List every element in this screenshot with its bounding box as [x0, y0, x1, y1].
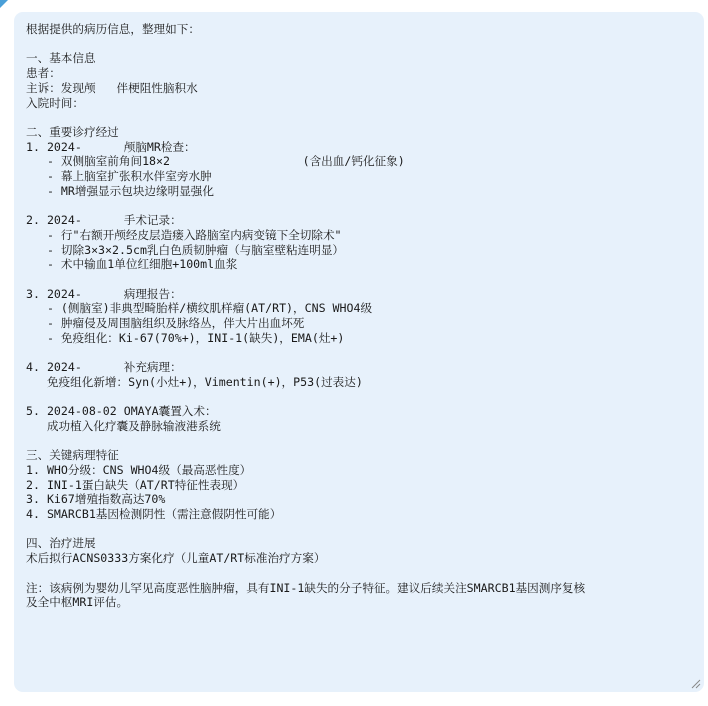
text-line: 入院时间： — [26, 95, 84, 110]
text-line — [26, 345, 692, 360]
text-line: 患者： — [26, 66, 61, 81]
text-line: 注：该病例为婴幼儿罕见高度恶性脑肿瘤，具有INI-1缺失的分子特征。建议后续关注SMARCB1基因测序复核 — [26, 580, 586, 595]
corner-mark-icon — [0, 0, 10, 10]
text-line: 4. 2024- 补充病理： — [26, 360, 182, 375]
text-line: 2. INI-1蛋白缺失（AT/RT特征性表现） — [26, 477, 245, 492]
text-line: 1. WHO分级：CNS WHO4级（最高恶性度） — [26, 462, 252, 477]
text-line: 及全中枢MRI评估。 — [26, 595, 129, 610]
text-line: - 行"右额开颅经皮层造瘘入路脑室内病变镜下全切除术" — [26, 227, 342, 242]
text-line — [26, 198, 692, 213]
text-line: 1. 2024- 颅脑MR检查： — [26, 139, 196, 154]
text-line: 二、重要诊疗经过 — [26, 124, 119, 139]
text-line: - 切除3×3×2.5cm乳白色质韧肿瘤（与脑室壁粘连明显） — [26, 242, 345, 257]
text-line: 术后拟行ACNS0333方案化疗（儿童AT/RT标准治疗方案） — [26, 551, 326, 566]
text-line — [26, 522, 692, 537]
text-line: 三、关键病理特征 — [26, 448, 119, 463]
text-line: 3. Ki67增殖指数高达70% — [26, 492, 166, 507]
response-textarea[interactable] — [26, 22, 692, 692]
text-line: 2. 2024- 手术记录： — [26, 213, 182, 228]
text-line: - 幕上脑室扩张积水伴室旁水肿 — [26, 169, 212, 183]
text-line: - (侧脑室)非典型畸胎样/横纹肌样瘤(AT/RT)，CNS WHO4级 — [26, 301, 373, 316]
text-line — [26, 434, 692, 449]
text-line: 3. 2024- 病理报告： — [26, 286, 182, 301]
text-line — [26, 390, 692, 405]
text-line: 免疫组化新增：Syn(小灶+)，Vimentin(+)，P53(过表达) — [26, 374, 363, 389]
text-line — [26, 566, 692, 581]
text-line: 5. 2024-08-02 OMAYA囊置入术： — [26, 404, 217, 419]
text-line: - 免疫组化：Ki-67(70%+)，INI-1(缺失)，EMA(灶+) — [26, 330, 345, 345]
text-line: 主诉：发现颅 伴梗阻性脑积水 — [26, 80, 198, 95]
response-panel — [14, 12, 704, 692]
text-line: - MR增强显示包块边缘明显强化 — [26, 183, 214, 198]
text-line — [26, 272, 692, 287]
text-line: 4. SMARCB1基因检测阴性（需注意假阴性可能） — [26, 507, 282, 522]
text-line: 成功植入化疗囊及静脉输液港系统 — [26, 418, 221, 433]
text-line — [26, 110, 692, 125]
resize-grip-icon[interactable] — [691, 679, 701, 689]
text-line: 一、基本信息 — [26, 51, 96, 66]
text-line: - 肿瘤侵及周围脑组织及脉络丛，伴大片出血坏死 — [26, 316, 305, 330]
text-line: - 双侧脑室前角间18×2 (含出血/钙化征象) — [26, 154, 405, 169]
text-line: - 术中输血1单位红细胞+100ml血浆 — [26, 257, 238, 272]
text-line: 根据提供的病历信息，整理如下： — [26, 22, 200, 36]
text-line: 四、治疗进展 — [26, 536, 96, 551]
text-line — [26, 37, 692, 52]
